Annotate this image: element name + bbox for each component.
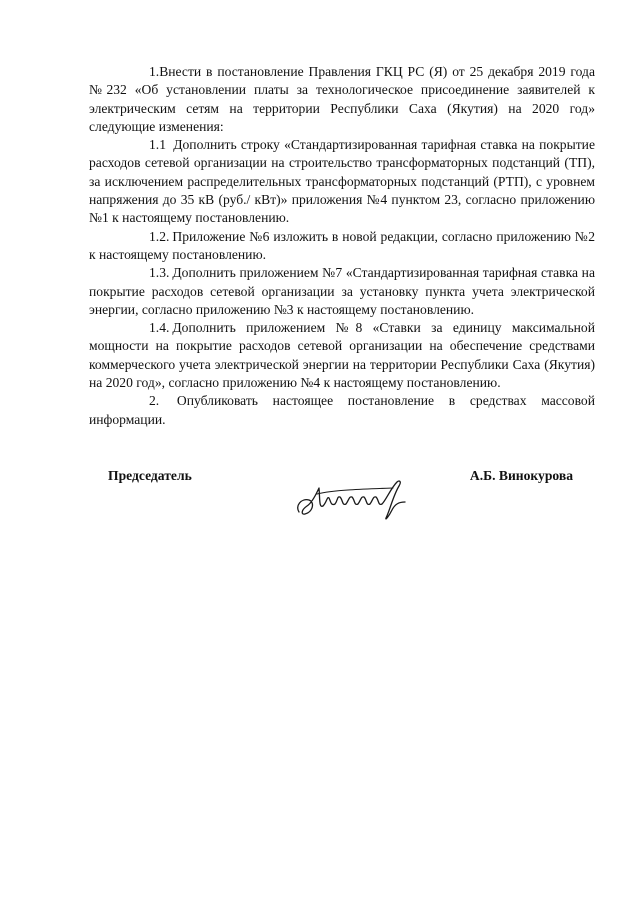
paragraph-number: 1.3. [149, 265, 170, 281]
paragraph-2 [89, 392, 595, 429]
paragraph-1-4 [89, 319, 595, 392]
paragraph-1-3 [89, 264, 595, 319]
paragraph-number: 1.2. [149, 228, 170, 244]
paragraph-text: Дополнить строку «Стандартизированная тарифная ставка на покрытие расходов сетевой организации на строительство трансформаторных подстанций (ТП), за исключением распределительных трансформаторных подстанций (РТП), с уровнем напряжения до 35 кВ (руб./ кВт)» приложения №4 пунктом 23, согласно приложению №1 к настоящему постановлению. [89, 137, 595, 226]
paragraph-text: Опубликовать настоящее постановление в средствах массовой информации. [89, 393, 595, 427]
paragraph-number: 1.4. [149, 320, 170, 336]
signature-block [108, 468, 573, 528]
document-body [89, 63, 595, 429]
handwritten-signature [293, 476, 423, 522]
signatory-name: А.Б. Винокурова [469, 468, 573, 483]
paragraph-text: Дополнить приложением №8 «Ставки за единицу максимальной мощности на покрытие расходов сетевой организации на обеспечение средствами коммерческого учета электрической энергии на территории Республики Саха (Якутия) на 2020 год», согласно приложению №4 к настоящему постановлению. [89, 320, 595, 391]
paragraph-1-2 [89, 228, 595, 265]
paragraph-number: 2. [149, 393, 160, 409]
paragraph-text: Приложение №6 изложить в новой редакции, согласно приложению №2 к настоящему постановлению. [89, 228, 595, 262]
paragraph-text: Дополнить приложением №7 «Стандартизированная тарифная ставка на покрытие расходов сетевой организации за установку пункта учета электрической энергии, согласно приложению №3 к настоящему постановлению. [89, 265, 595, 317]
paragraph-text: Внести в постановление Правления ГКЦ РС (Я) от 25 декабря 2019 года №232 «Об установлении платы за технологическое присоединение заявителей к электрическим сетям на территории Республики Саха (Якутия) на 2020 год» следующие изменения: [89, 64, 595, 134]
paragraph-1 [89, 63, 595, 136]
paragraph-number: 1.1 [149, 137, 166, 153]
paragraph-1-1 [89, 136, 595, 227]
paragraph-number: 1. [149, 64, 160, 79]
signatory-title: Председатель [108, 468, 192, 483]
